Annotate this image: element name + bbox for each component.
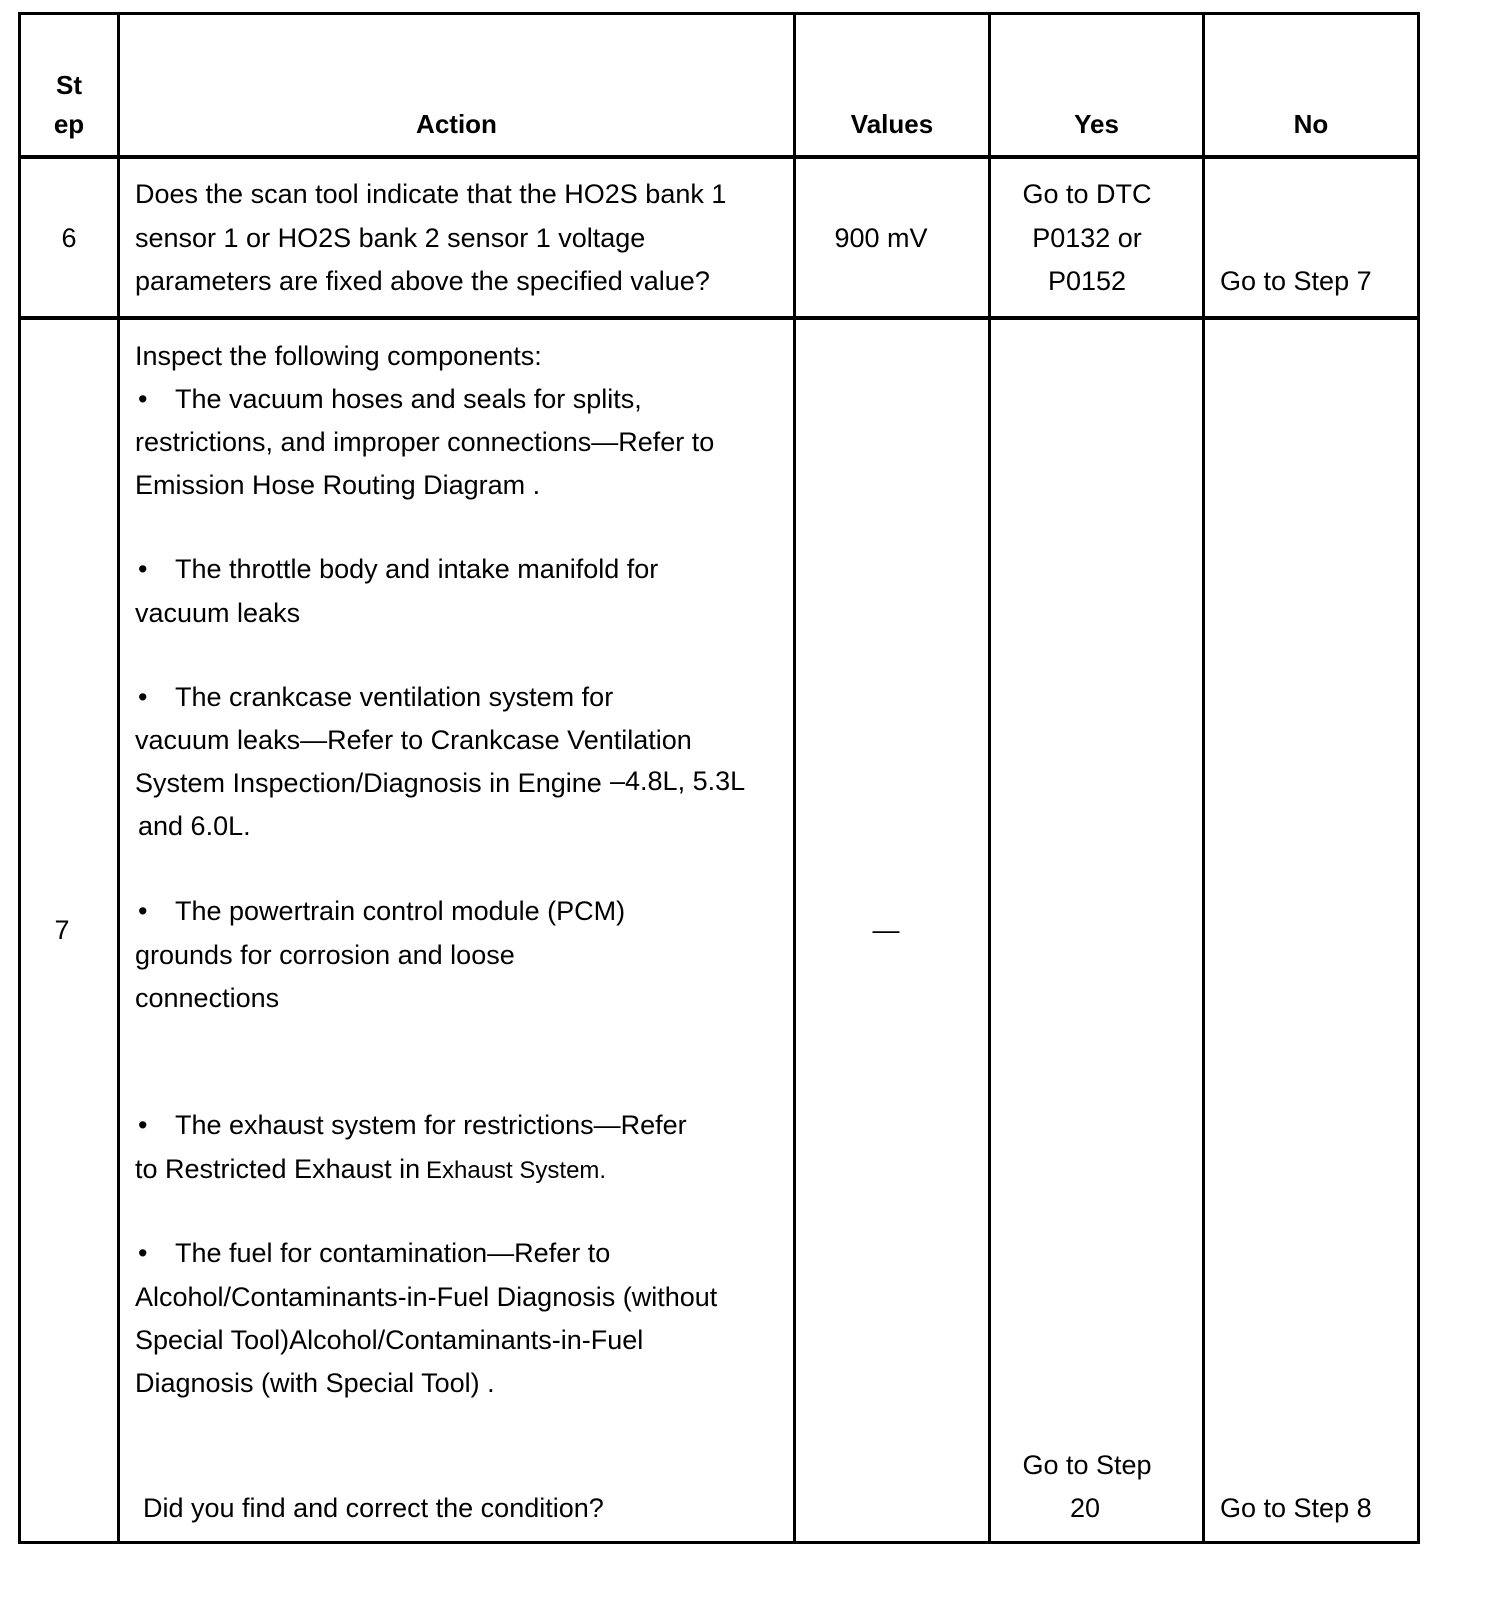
row7-item2-rest1: vacuum leaks — [135, 598, 301, 628]
row6-yes-line1: Go to DTC — [1022, 179, 1152, 209]
row7-item6-bullet: • — [138, 1238, 148, 1268]
row6-no: Go to Step 7 — [1220, 266, 1372, 296]
row7-step: 7 — [54, 915, 70, 945]
row7-item6-rest1: Alcohol/Contaminants-in-Fuel Diagnosis (without — [135, 1282, 718, 1312]
row7-item3-rest3: –4.8L, 5.3L — [610, 766, 746, 796]
row7-item2-first: The throttle body and intake manifold for — [175, 554, 659, 584]
row7-item6-rest3: Diagnosis (with Special Tool) . — [135, 1368, 495, 1398]
col-divider-step-action — [117, 12, 120, 1544]
row7-item6-first: The fuel for contamination—Refer to — [175, 1238, 611, 1268]
row7-item5-rest2: Exhaust System. — [426, 1157, 607, 1184]
table-right-border — [1417, 12, 1420, 1544]
row6-step: 6 — [61, 223, 77, 253]
row7-item5-rest1: to Restricted Exhaust in — [135, 1154, 421, 1184]
row7-item3-rest4: and 6.0L. — [138, 811, 251, 841]
header-values: Values — [850, 109, 934, 139]
header-bottom-border — [18, 155, 1420, 159]
row7-item1-rest1: restrictions, and improper connections—Refer to — [135, 427, 715, 457]
row6-value: 900 mV — [834, 223, 928, 253]
row6-action-line2: sensor 1 or HO2S bank 2 sensor 1 voltage — [135, 223, 646, 253]
row7-item4-bullet: • — [138, 896, 148, 926]
row7-item1-bullet: • — [138, 384, 148, 414]
row7-intro: Inspect the following components: — [135, 341, 542, 371]
row6-bottom-border — [18, 316, 1420, 320]
row7-item3-bullet: • — [138, 682, 148, 712]
row7-item3-first: The crankcase ventilation system for — [175, 682, 614, 712]
header-no: No — [1293, 109, 1329, 139]
row7-item3-rest1: vacuum leaks—Refer to Crankcase Ventilation — [135, 725, 692, 755]
row7-item5-first: The exhaust system for restrictions—Refer — [175, 1110, 687, 1140]
row7-no: Go to Step 8 — [1220, 1493, 1372, 1523]
row7-item6-rest2: Special Tool)Alcohol/Contaminants-in-Fuel — [135, 1325, 644, 1355]
col-divider-yes-no — [1202, 12, 1205, 1544]
row7-yes-line1: Go to Step — [1022, 1450, 1152, 1480]
table-bottom-border — [18, 1541, 1420, 1544]
row7-item2-bullet: • — [138, 554, 148, 584]
row7-item1-first: The vacuum hoses and seals for splits, — [175, 384, 642, 414]
row7-item4-rest1: grounds for corrosion and loose — [135, 940, 515, 970]
row7-item3-rest2: System Inspection/Diagnosis in Engine — [135, 768, 602, 798]
row7-item4-rest2: connections — [135, 983, 280, 1013]
header-yes: Yes — [1074, 109, 1119, 139]
row7-item4-first: The powertrain control module (PCM) — [175, 896, 626, 926]
header-step-line2: ep — [53, 109, 85, 139]
row6-yes-line2: P0132 or — [1032, 223, 1142, 253]
table-top-border — [18, 12, 1420, 15]
row6-action-line1: Does the scan tool indicate that the HO2S bank 1 — [135, 179, 727, 209]
row6-action-line3: parameters are fixed above the specified value? — [135, 266, 710, 296]
header-step-line1: St — [56, 70, 82, 100]
header-action: Action — [416, 109, 497, 139]
row7-yes-line2: 20 — [1069, 1493, 1101, 1523]
row7-item1-rest2: Emission Hose Routing Diagram . — [135, 470, 541, 500]
row7-value: — — [872, 915, 900, 945]
row7-item5-bullet: • — [138, 1110, 148, 1140]
row6-yes-line3: P0152 — [1047, 266, 1127, 296]
row7-question: Did you find and correct the condition? — [143, 1493, 604, 1523]
